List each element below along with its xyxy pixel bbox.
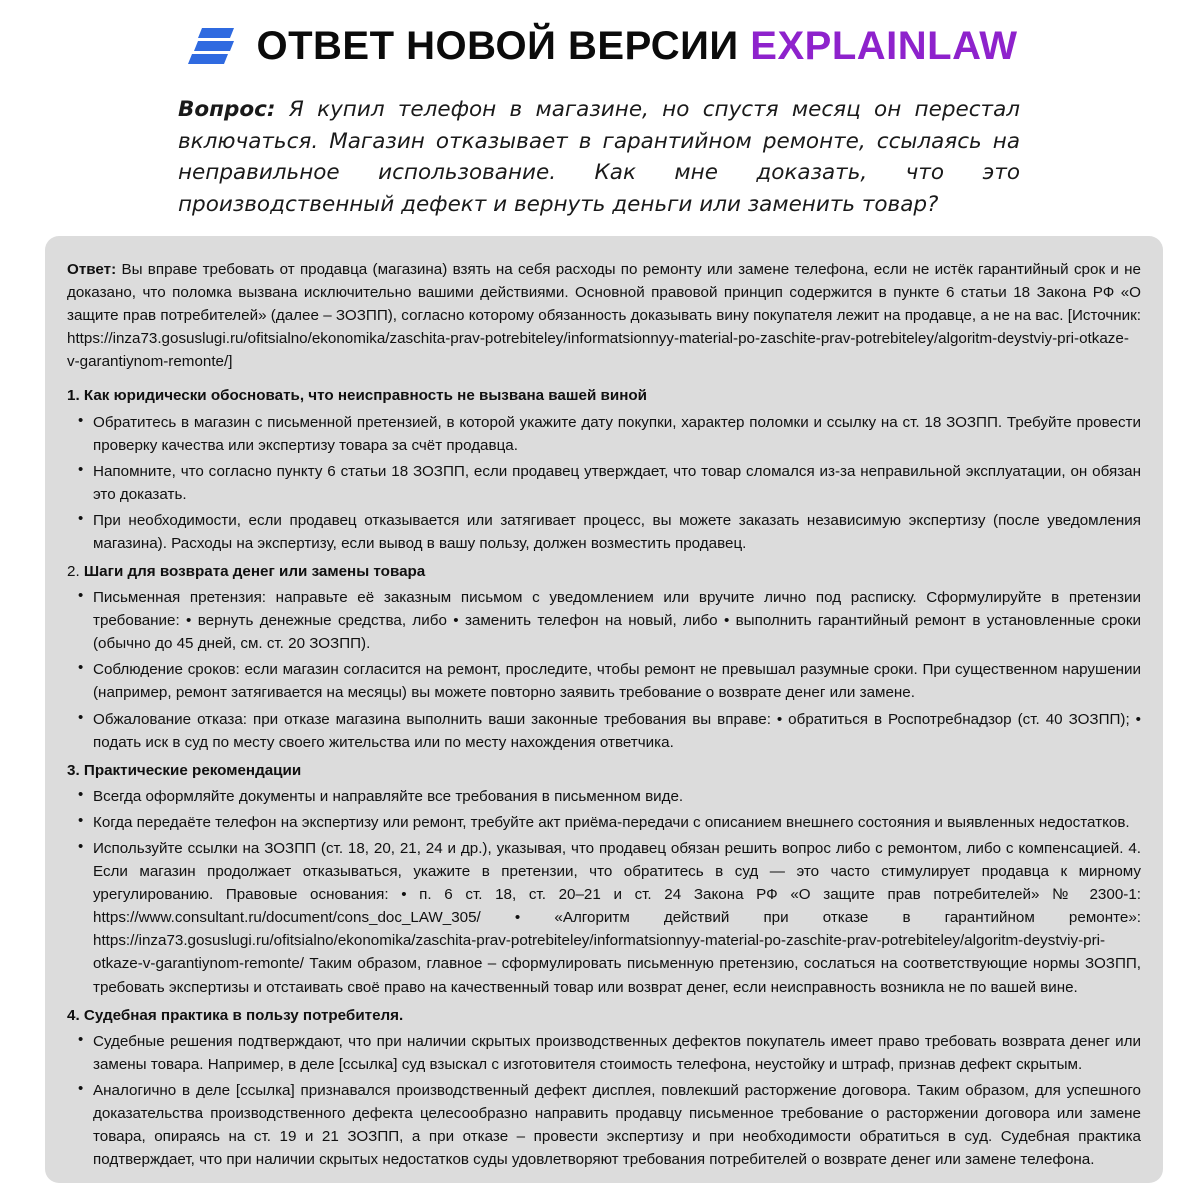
section-number-2: 2. <box>67 563 80 581</box>
explainlaw-bars-logo-icon <box>182 22 238 70</box>
section-bullets-4 <box>67 1030 1141 1172</box>
answer-intro <box>67 258 1141 373</box>
question-block <box>0 94 1200 220</box>
list-item: • Аналогично в деле [ссылка] признавался производственный дефект дисплея, повлекший расторжение договора. Таким образом, для успешного доказательства производственного дефекта целесообразно направить продавцу письменное требование о расторжении договора или замене товара, опираясь на ст. 19 и 21 ЗОЗПП, а при отказе – провести экспертизу и при необходимости обратиться в суд. Судебная практика подтверждает, что при наличии скрытых недостатков суды удовлетворяют требования потребителей о возврате денег или замене телефона. <box>67 1079 1141 1171</box>
section-number-1: 1. <box>67 387 80 405</box>
section-number-3: 3. <box>67 761 80 779</box>
list-item: • Письменная претензия: направьте её заказным письмом с уведомлением или вручите лично под расписку. Сформулируйте в претензии требование: • вернуть денежные средства, либо • заменить телефон на новый, либо • выполнить гарантийный ремонт в установленные сроки (обычно до 45 дней, см. ст. 20 ЗОЗПП). <box>67 586 1141 655</box>
list-item: • Соблюдение сроков: если магазин согласится на ремонт, проследите, чтобы ремонт не превышал разумные сроки. При существенном нарушении (например, ремонт затягивается на месяцы) вы можете повторно заявить требование о возврате денег или замене. <box>67 658 1141 704</box>
question-text: Я купил телефон в магазине, но спустя месяц он перестал включаться. Магазин отказывает в гарантийном ремонте, ссылаясь на неправильное использование. Как мне доказать, что это производственный дефект и вернуть деньги или заменить товар? <box>178 97 1020 217</box>
list-item: • При необходимости, если продавец отказывается или затягивает процесс, вы можете заказать независимую экспертизу (после уведомления магазина). Расходы на экспертизу, если вывод в вашу пользу, должен возместить продавец. <box>67 509 1141 555</box>
section-title-4: Судебная практика в пользу потребителя. <box>83 1006 404 1024</box>
list-item: • Всегда оформляйте документы и направляйте все требования в письменном виде. <box>67 785 1141 808</box>
section-heading-3 <box>67 760 1141 782</box>
answer-body <box>67 258 1141 1171</box>
list-item: • Обратитесь в магазин с письменной претензией, в которой укажите дату покупки, характер поломки и ссылку на ст. 18 ЗОЗПП. Требуйте провести проверку качества или экспертизу товара за счёт продавца. <box>67 411 1141 457</box>
answer-label: Ответ: <box>67 261 117 278</box>
section-bullets-1 <box>67 411 1141 556</box>
answer-card <box>45 236 1163 1183</box>
section-heading-2 <box>67 561 1141 583</box>
answer-intro-text: Вы вправе требовать от продавца (магазина) взять на себя расходы по ремонту или замене телефона, если не истёк гарантийный срок и не доказано, что поломка вызвана исключительно вашими действиями. Основной правовой принцип содержится в пункте 6 статьи 18 Закона РФ «О защите прав потребителей» (далее – ЗОЗПП), согласно которому обязанность доказывать вину покупателя лежит на продавце, а не на вас. [Источник: https://inza73.gosuslugi.ru/ofitsialno/ekonomika/zaschita-prav-potrebiteley/informatsionnyy-material-po-zaschite-prav-potrebiteley/algoritm-deystviy-pri-otkaze-v-garantiynom-remonte/] <box>67 261 1141 371</box>
list-item: • Используйте ссылки на ЗОЗПП (ст. 18, 20, 21, 24 и др.), указывая, что продавец обязан решить вопрос либо с ремонтом, либо с компенсацией. 4. Если магазин продолжает отказываться, укажите в претензии, что обратитесь в суд — это часто стимулирует продавца к мирному урегулированию. Правовые основания: • п. 6 ст. 18, ст. 20–21 и ст. 24 Закона РФ «О защите прав потребителей» № 2300-1: https://www.consultant.ru/document/cons_doc_LAW_305/ • «Алгоритм действий при отказе в гарантийном ремонте»: https://inza73.gosuslugi.ru/ofitsialno/ekonomika/zaschita-prav-potrebiteley/informatsionnyy-material-po-zaschite-prav-potrebiteley/algoritm-deystviy-pri-otkaze-v-garantiynom-remonte/ Таким образом, главное – сформулировать письменную претензию, сослаться на соответствующие нормы ЗОЗПП, требовать экспертизы и отстаивать своё право на качественный товар или возврат денег, если неисправность возникла не по вашей вине. <box>67 837 1141 999</box>
page-title-main: ОТВЕТ НОВОЙ ВЕРСИИ <box>256 24 739 68</box>
page-title-brand: EXPLAINLAW <box>750 24 1018 68</box>
list-item: • Когда передаёте телефон на экспертизу или ремонт, требуйте акт приёма-передачи с описанием внешнего состояния и выявленных недостатков. <box>67 811 1141 834</box>
page-title <box>256 26 1017 66</box>
question-label: Вопрос: <box>178 97 276 122</box>
section-heading-4 <box>67 1005 1141 1027</box>
section-title-2: Шаги для возврата денег или замены товара <box>83 563 426 581</box>
list-item: • Обжалование отказа: при отказе магазина выполнить ваши законные требования вы вправе: • обратиться в Роспотребнадзор (ст. 40 ЗОЗПП); • подать иск в суд по месту своего жительства или по месту нахождения ответчика. <box>67 708 1141 754</box>
section-bullets-3 <box>67 785 1141 999</box>
list-item: • Напомните, что согласно пункту 6 статьи 18 ЗОЗПП, если продавец утверждает, что товар сломался из-за неправильной эксплуатации, он обязан это доказать. <box>67 460 1141 506</box>
page-header <box>0 0 1200 74</box>
section-heading-1 <box>67 385 1141 407</box>
list-item: • Судебные решения подтверждают, что при наличии скрытых производственных дефектов покупатель имеет право требовать возврата денег или замены товара. Например, в деле [ссылка] суд взыскал с изготовителя стоимость телефона, неустойку и штраф, признав дефект скрытым. <box>67 1030 1141 1076</box>
section-bullets-2 <box>67 586 1141 754</box>
section-title-3: Практические рекомендации <box>83 761 302 779</box>
section-number-4: 4. <box>67 1006 80 1024</box>
section-title-1: Как юридически обосновать, что неисправность не вызвана вашей виной <box>83 387 647 405</box>
